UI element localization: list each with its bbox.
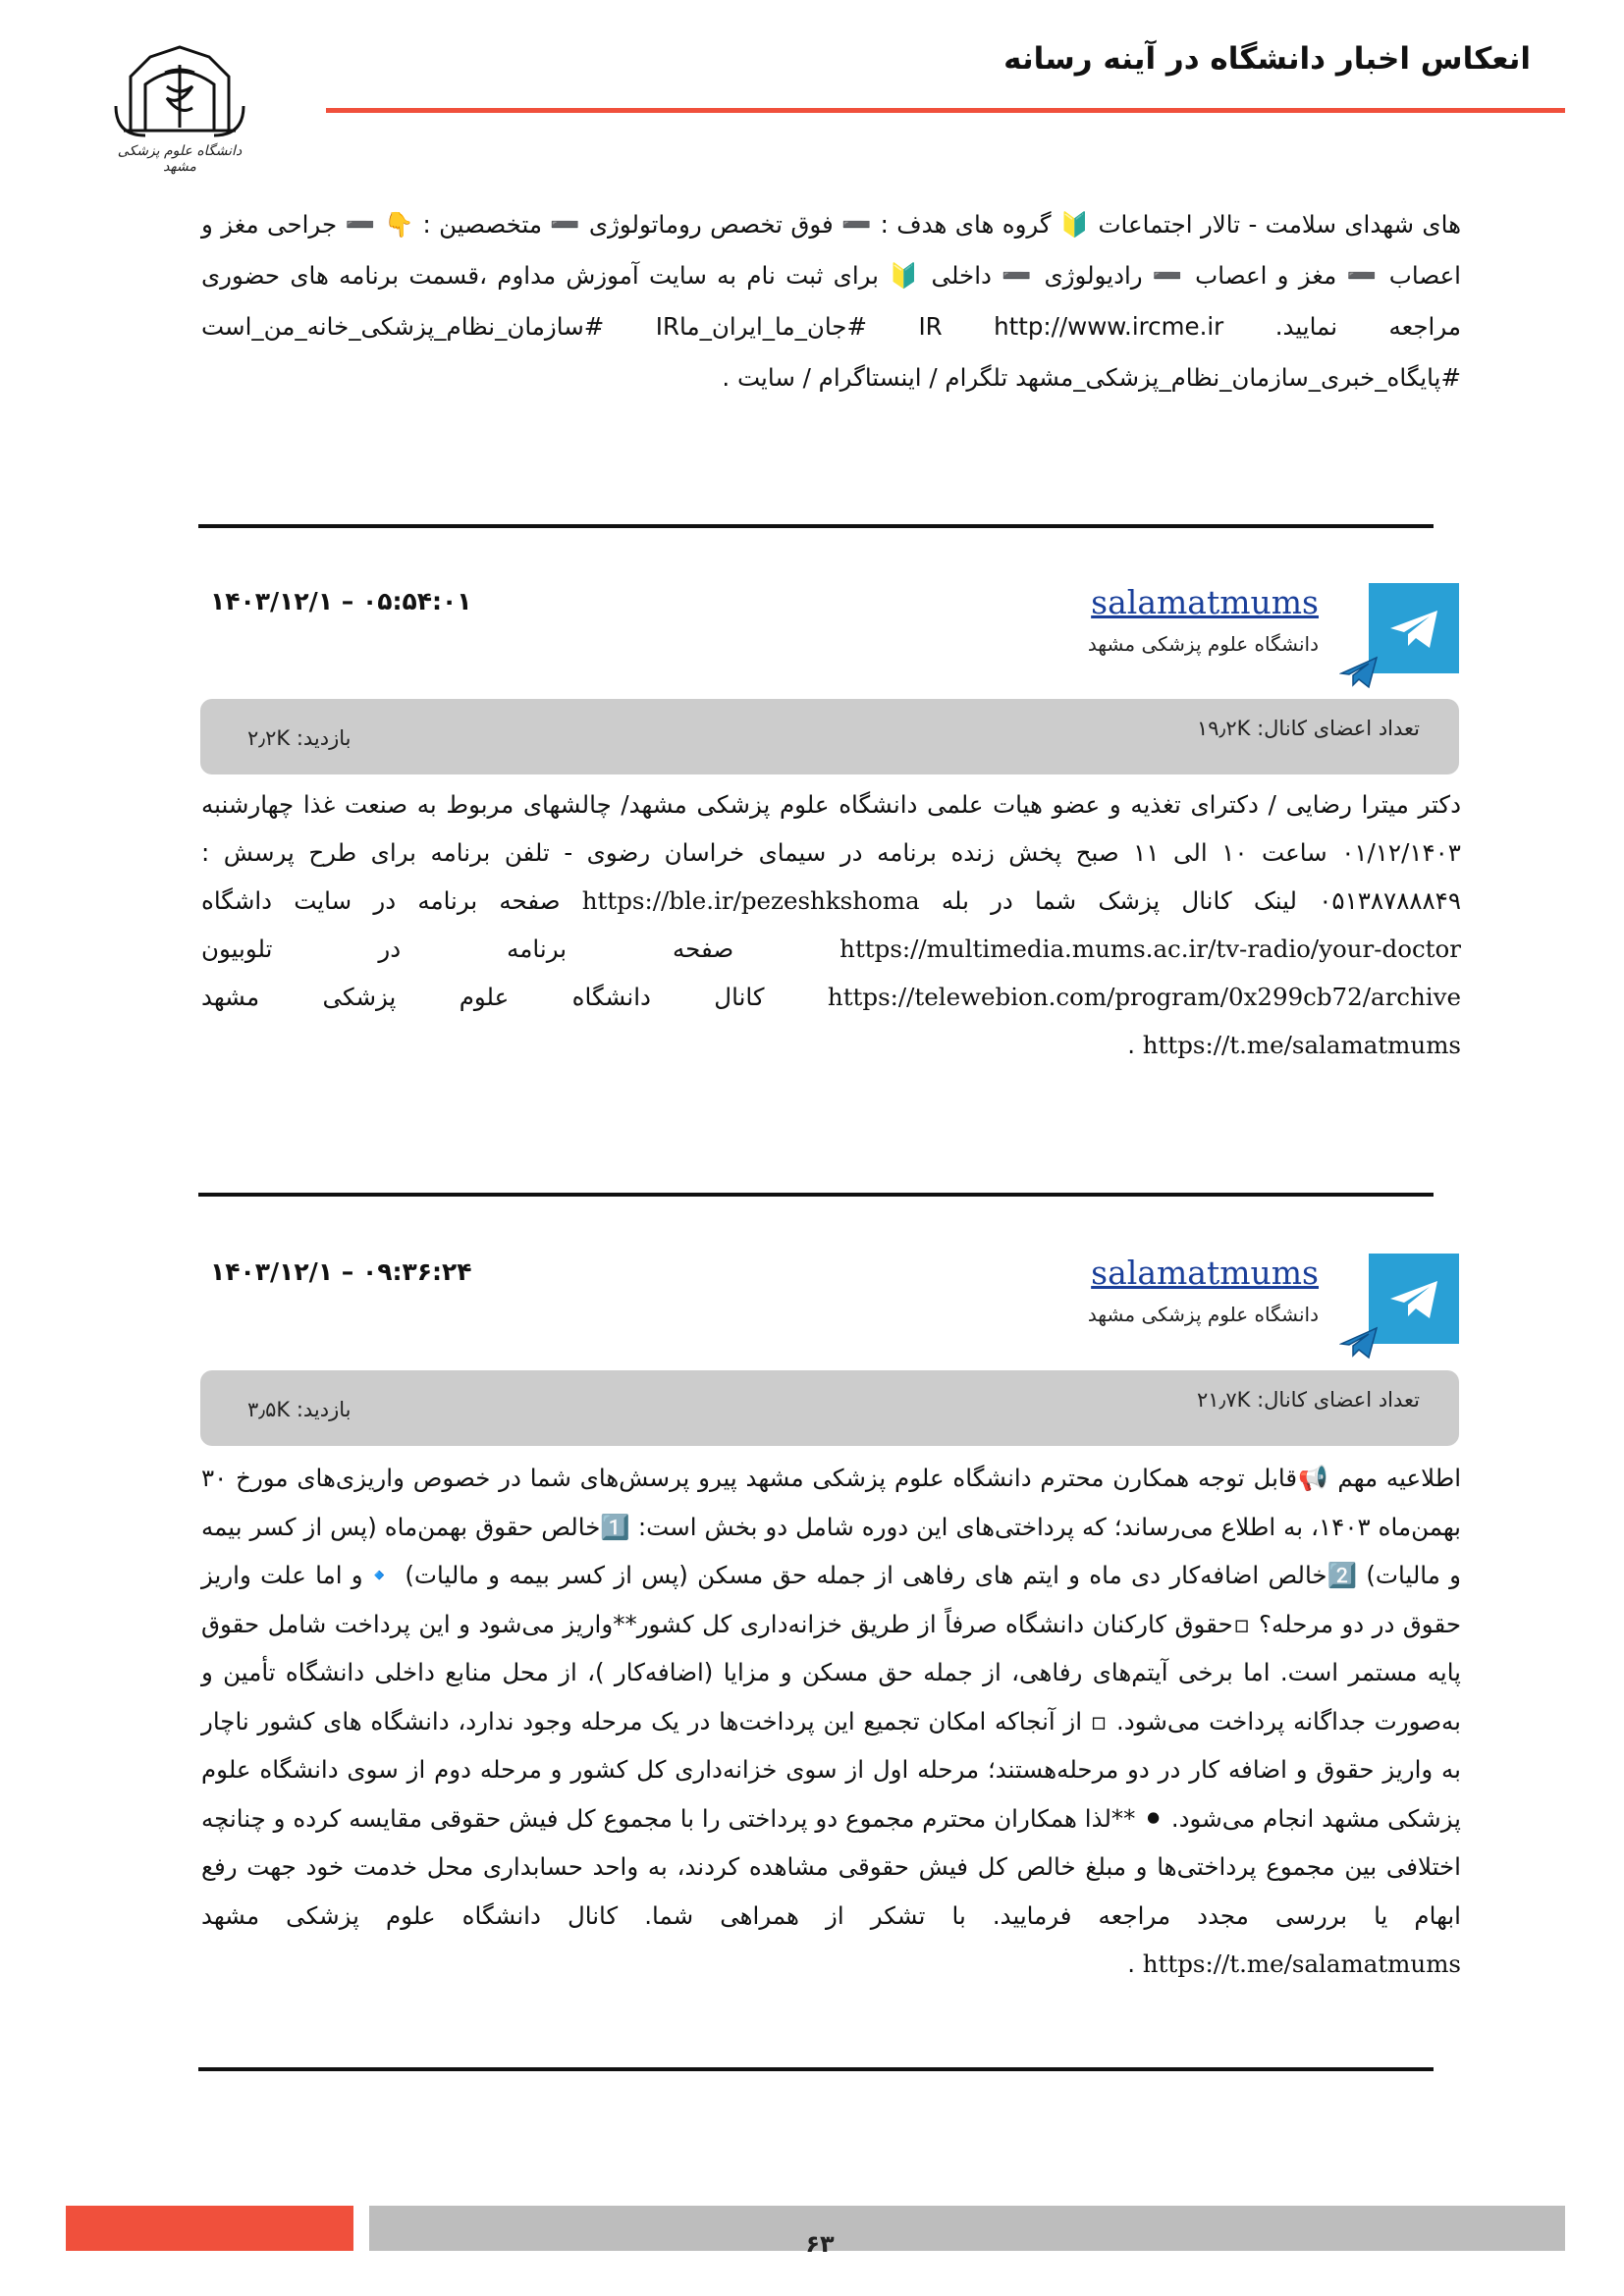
post-divider xyxy=(198,1193,1434,1197)
post-header xyxy=(198,1254,1459,1362)
post-text: . xyxy=(1127,1031,1143,1059)
logo-caption: دانشگاه علوم پزشکی مشهد xyxy=(117,143,243,175)
post-link[interactable]: https://multimedia.mums.ac.ir/tv-radio/your-doctor xyxy=(839,934,1461,963)
header-rule xyxy=(326,108,1565,113)
page-number: ۶۳ xyxy=(805,2230,835,2258)
page-header-title: انعکاس اخبار دانشگاه در آینه رسانه xyxy=(1003,41,1531,77)
telegram-channel-icon[interactable] xyxy=(1369,583,1459,673)
post-text: صفحه برنامه در سایت داشگاه xyxy=(201,886,582,915)
post-body xyxy=(201,780,1461,1069)
post-link[interactable]: https://t.me/salamatmums xyxy=(1142,1949,1461,1978)
footer-bar xyxy=(369,2206,1565,2251)
post-divider xyxy=(198,524,1434,528)
university-logo xyxy=(106,37,253,175)
post-body xyxy=(201,1454,1461,1989)
channel-members-count: تعداد اعضای کانال: ۱۹٫۲K xyxy=(1196,717,1420,740)
post-text: اطلاعیه مهم 📢قابل توجه همکارن محترم دانشگاه علوم پزشکی مشهد پیرو پرسش‌های شما در خصوص واریزی‌های مورخ ۳۰ بهمن‌ماه ۱۴۰۳، به اطلاع می‌رساند؛ که پرداختی‌های این دوره شامل دو بخش است: 1️⃣خالص حقوق بهمن‌ماه (پس از کسر بیمه و مالیات) 2️⃣خالص اضافه‌کار دی ماه و ایتم های رفاهی از جمله حق مسکن (پس از کسر بیمه و مالیات) 🔹و اما علت واریز حقوق در دو مرحله؟ ▫حقوق کارکنان دانشگاه صرفاً از طریق خزانه‌داری کل کشور**واریز می‌شود و این پرداخت شامل حقوق پایه مستمر است. اما برخی آیتم‌های رفاهی، از جمله حق مسکن و مزایا (اضافه‌کار )، از محل منابع داخلی دانشگاه تأمین و به‌صورت جداگانه پرداخت می‌شود. ▫ از آنجاکه امکان تجمیع این پرداخت‌ها در یک مرحله وجود ندارد، دانشگاه های کشور ناچار به واریز حقوق و اضافه کار در دو مرحله‌هستند؛ مرحله اول از سوی خزانه‌داری کل کشور و مرحله دوم از سوی دانشگاه علوم پزشکی مشهد انجام می‌شود. ⚫ **لذا همکاران محترم مجموع دو پرداختی را با مجموع کل فیش حقوقی مقایسه کرده و چنانچه اختلافی بین مجموع پرداختی‌ها و مبلغ خالص کل فیش حقوقی مشاهده کردند، به واحد حسابداری محل خدمت خود جهت رفع ابهام یا بررسی مجدد مراجعه فرمایید. با تشکر از همراهی شما. کانال دانشگاه علوم پزشکی مشهد xyxy=(201,1464,1461,1930)
channel-subtitle: دانشگاه علوم پزشکی مشهد xyxy=(1087,1303,1319,1326)
post-text: صفحه برنامه در تلوبیون xyxy=(201,934,840,963)
telegram-plane-icon xyxy=(1339,656,1379,689)
post-divider xyxy=(198,2067,1434,2071)
post-stats-bar xyxy=(200,1370,1459,1446)
post-views-count: بازدید: ۲٫۲K xyxy=(247,726,352,750)
post-text: دکتر میترا رضایی / دکترای تغذیه و عضو هیات علمی دانشگاه علوم پزشکی مشهد/ چالشهای مربوط به صنعت غذا چهارشنبه ۰۱/۱۲/۱۴۰۳ ساعت ۱۰ الی ۱۱ صبح پخش زنده برنامه در سیمای خراسان رضوی - تلفن برنامه برای طرح پرسش : ۰۵۱۳۸۷۸۸۸۴۹ لینک کانال پزشک شما در بله xyxy=(201,790,1462,915)
post-link[interactable]: https://t.me/salamatmums xyxy=(1142,1031,1461,1059)
post-stats-bar xyxy=(200,699,1459,774)
post-header xyxy=(198,583,1459,691)
channel-subtitle: دانشگاه علوم پزشکی مشهد xyxy=(1087,632,1319,656)
post-datetime: ۱۴۰۳/۱۲/۱ – ۰۵:۵۴:۰۱ xyxy=(210,587,472,615)
post-views-count: بازدید: ۳٫۵K xyxy=(247,1398,352,1421)
post-text: . xyxy=(1127,1949,1143,1978)
post-datetime: ۱۴۰۳/۱۲/۱ – ۰۹:۳۶:۲۴ xyxy=(210,1257,472,1286)
post-text: کانال دانشگاه علوم پزشکی مشهد xyxy=(201,983,828,1011)
intro-paragraph: های شهدای سلامت - تالار اجتماعات 🔰 گروه های هدف : ➖ فوق تخصص روماتولوژی ➖ متخصصین : 👇 ➖ جراحی مغز و اعصاب ➖ مغز و اعصاب ➖ رادیولوژی ➖ داخلی 🔰 برای ثبت نام به سایت آموزش مداوم ،قسمت برنامه های حضوری مراجعه نمایید. IR http://www.ircme.ir #جان_ما_ایران_ماIR #سازمان_نظام_پزشکی_خانه_من_است #پایگاه_خبری_سازمان_نظام_پزشکی_مشهد تلگرام / اینستاگرام / سایت . xyxy=(201,210,1462,392)
footer-accent-bar xyxy=(66,2206,353,2251)
telegram-plane-icon xyxy=(1339,1326,1379,1360)
telegram-channel-icon[interactable] xyxy=(1369,1254,1459,1344)
channel-name-link[interactable]: salamatmums xyxy=(1091,583,1319,621)
post-link[interactable]: https://telewebion.com/program/0x299cb72/archive xyxy=(827,983,1461,1011)
channel-name-link[interactable]: salamatmums xyxy=(1091,1254,1319,1292)
channel-members-count: تعداد اعضای کانال: ۲۱٫۷K xyxy=(1196,1388,1420,1412)
post-link[interactable]: https://ble.ir/pezeshkshoma xyxy=(581,886,920,915)
